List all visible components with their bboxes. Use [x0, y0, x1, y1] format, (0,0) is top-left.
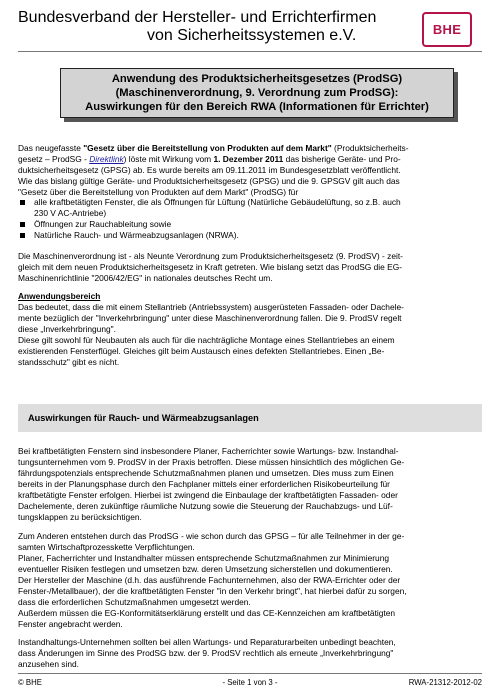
paragraph-6-line: dass Änderungen im Sinne des ProdSG bzw. der 9. ProdSV rechtlich als erneute „Inverkehrbringung"	[18, 648, 394, 658]
bhe-logo	[422, 12, 472, 47]
direktlink-link[interactable]: Direktlink	[89, 154, 124, 164]
paragraph-5-line: dass die erforderlichen Schutzmaßnahmen umgesetzt werden.	[18, 597, 251, 607]
paragraph-2-line: Maschinenrichtlinie "2006/42/EG" in nationales deutsches Recht um.	[18, 273, 273, 283]
paragraph-4-line: kraftbetätigte Fenster erfolgen. Hierbei ist zwingend die Einbaulage der kraftbetätigten Fassaden- oder	[18, 490, 398, 500]
paragraph-5-line: Zum Anderen entstehen durch das ProdSG - wie schon durch das GPSG – für alle Teilnehmer in der ge-	[18, 531, 405, 541]
organization-name-line2: von Sicherheitssystemen e.V.	[147, 27, 357, 44]
paragraph-5-line: eventueller Risiken festlegen und umsetzen bzw. deren Umsetzung sicherstellen und dokumentieren.	[18, 564, 393, 574]
bullet-item-1-continued: 230 V AC-Antriebe)	[34, 208, 107, 218]
intro-line1: Das neugefasste "Gesetz über die Bereitstellung von Produkten auf dem Markt" (Produktsicherheits-	[18, 143, 409, 153]
intro-line2: gesetz – ProdSG - Direktlink) löste mit Wirkung vom 1. Dezember 2011 das bisherige Geräte- und Pro-	[18, 154, 401, 164]
paragraph-6-line: Instandhaltungs-Unternehmen sollten bei allen Wartungs- und Reparaturarbeiten unbedingt beachten,	[18, 637, 396, 647]
scope-line: standsschutz" gibt es nicht.	[18, 357, 120, 367]
paragraph-5-line: samten Wirtschaftprozesskette Verpflichtungen.	[18, 542, 195, 552]
paragraph-5-line: Planer, Facherrichter und Instandhalter müssen entsprechende Schutzmaßnahmen zur Minimierung	[18, 553, 390, 563]
title-line2: (Maschinenverordnung, 9. Verordnung zum ProdSG):	[115, 87, 399, 99]
paragraph-4-line: fährdungspotenzials entsprechende Schutzmaßnahmen planen und umsetzen. Dies muss zum Einen	[18, 468, 394, 478]
paragraph-5-line: Der Hersteller der Maschine (d.h. das ausführende Fachunternehmen, also der RWA-Errichter oder der	[18, 575, 401, 585]
bullet-marker	[20, 200, 25, 205]
paragraph-4-line: Dachelemente, deren zukünftige räumliche Nutzung sowie die Steuerung der Rauchabzugs- und Lüf-	[18, 501, 393, 511]
paragraph-6-line: anzusehen sind.	[18, 659, 79, 669]
scope-line: existierenden Fensterflügel. Gleiches gilt beim Austausch eines defekten Stellantriebes. Einen „Be-	[18, 346, 385, 356]
footer-divider	[18, 673, 482, 674]
title-line1: Anwendung des Produktsicherheitsgesetzes (ProdSG)	[111, 73, 403, 85]
paragraph-5-line: Fenster angebracht werden.	[18, 619, 123, 629]
header-divider	[18, 51, 482, 52]
paragraph-5-line: Fenster-/Metallbauer), der die kraftbetätigten Fenster "in den Verkehr bringt", hat hierbei dafür zu sorgen,	[18, 586, 407, 596]
logo-text: BHE	[432, 22, 462, 37]
footer-document-id: RWA-21312-2012-02	[408, 678, 482, 687]
section-heading-band	[18, 404, 482, 432]
bullet-item-1: alle kraftbetätigten Fenster, die als Öffnungen für Lüftung (Natürliche Gebäudelüftung, so z.B. auch	[34, 197, 401, 207]
scope-line: mente bezüglich der "Inverkehrbringung" unter diese Maschinenverordnung fallen. Die 9. ProdSV regelt	[18, 313, 402, 323]
footer-copyright: © BHE	[18, 678, 42, 687]
intro-line5: "Gesetz über die Bereitstellung von Produkten auf dem Markt" (ProdSG) für	[18, 187, 299, 197]
intro-line4: Wie das bislang gültige Geräte- und Produktsicherheitsgesetz (GPSG) und die 9. GPSGV gilt auch das	[18, 176, 400, 186]
paragraph-2-line: Die Maschinenverordnung ist - als Neunte Verordnung zum Produktsicherheitsgesetz (9. ProdSV) - zeit-	[18, 251, 403, 261]
bullet-marker	[20, 233, 25, 238]
paragraph-4-line: bereits in der Planungsphase durch den Fachplaner mittels einer erforderlichen Risikobeurteilung für	[18, 479, 390, 489]
scope-line: Das bedeutet, dass die mit einem Stellantrieb (Antriebssystem) ausgerüsteten Fassaden- oder Dachele-	[18, 302, 404, 312]
title-box	[60, 68, 454, 118]
section-heading: Auswirkungen für Rauch- und Wärmeabzugsanlagen	[28, 413, 259, 423]
paragraph-2-line: gleich mit dem neuen Produktsicherheitsgesetz in Kraft getreten. Wie bislang setzt das ProdSG die EG-	[18, 262, 403, 272]
bullet-item-3: Natürliche Rauch- und Wärmeabzugsanlagen (NRWA).	[34, 230, 239, 240]
intro-line3: duktsicherheitsgesetz (GPSG) ab. Es wurde bereits am 09.11.2011 im Bundesgesetzblatt veröffentlicht.	[18, 165, 401, 175]
bullet-item-2: Öffnungen zur Rauchableitung sowie	[34, 219, 172, 229]
scope-line: Diese gilt sowohl für Neubauten als auch für die nachträgliche Montage eines Stellantriebes an einem	[18, 335, 395, 345]
paragraph-5-line: Außerdem müssen die EG-Konformitätserklärung erstellt und das CE-Kennzeichen am kraftbetätigten	[18, 608, 396, 618]
bullet-marker	[20, 222, 25, 227]
paragraph-4-line: tungsklappen zu berücksichtigen.	[18, 512, 142, 522]
organization-name-line1: Bundesverband der Hersteller- und Errichterfirmen	[18, 9, 377, 26]
title-line3: Auswirkungen für den Bereich RWA (Informationen für Errichter)	[85, 101, 429, 113]
scope-line: diese „Inverkehrbringung".	[18, 324, 116, 334]
scope-heading: Anwendungsbereich	[18, 291, 101, 301]
paragraph-4-line: tungsunternehmen vom 9. ProdSV in der Praxis betroffen. Diese müssen hinsichtlich des möglichen Ge-	[18, 457, 405, 467]
paragraph-4-line: Bei kraftbetätigten Fenstern sind insbesondere Planer, Facherrichter sowie Wartungs- bzw. Instandhal-	[18, 446, 399, 456]
footer-page-number: - Seite 1 von 3 -	[222, 678, 278, 687]
